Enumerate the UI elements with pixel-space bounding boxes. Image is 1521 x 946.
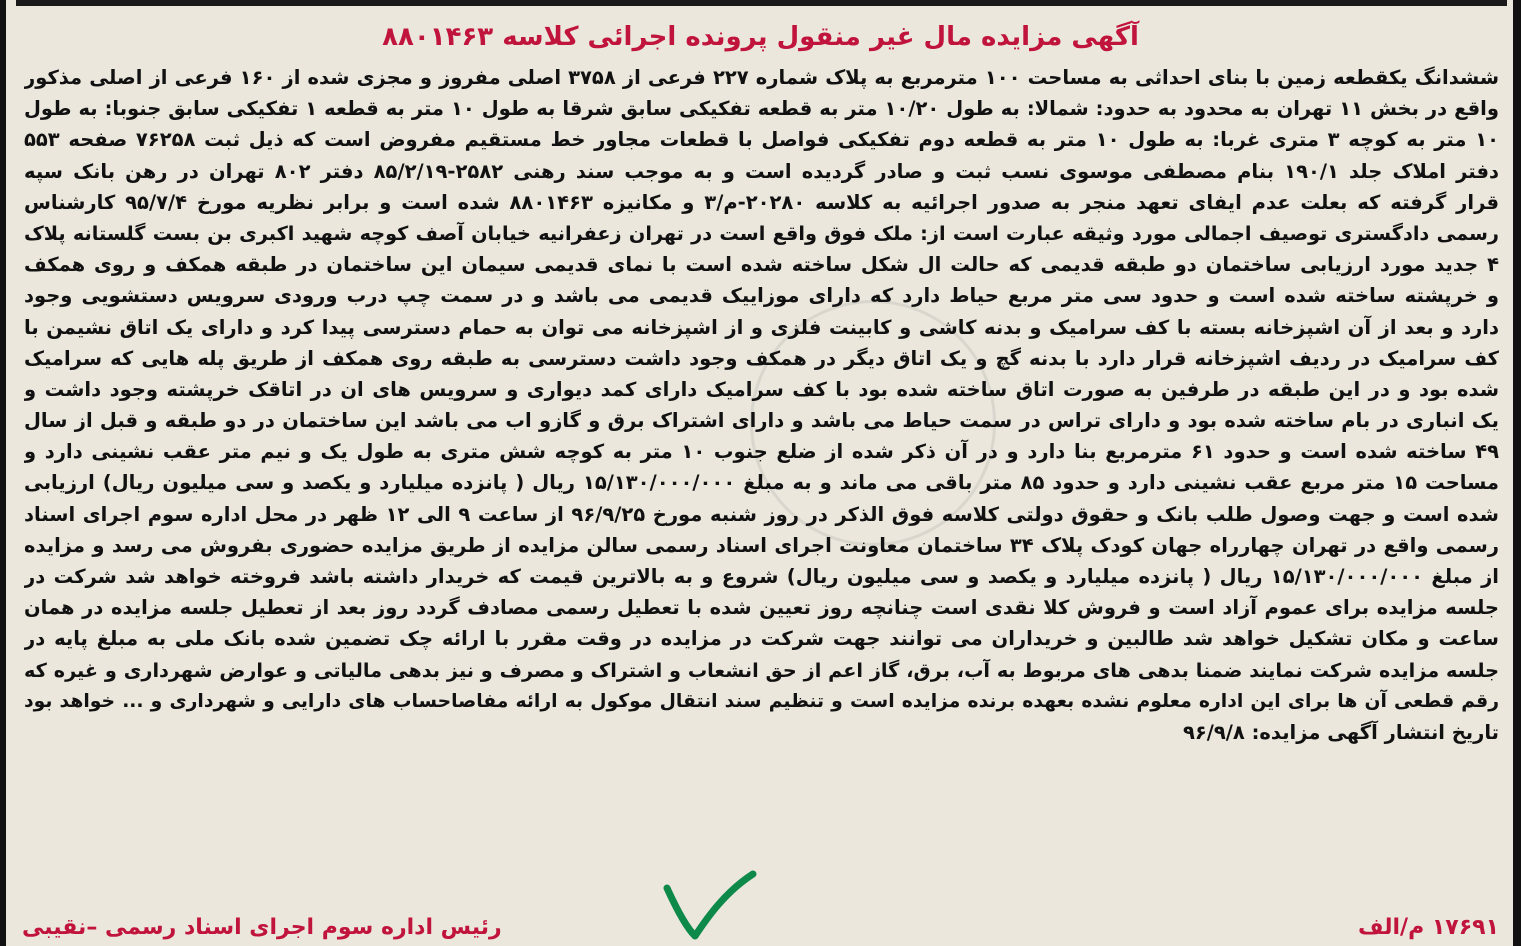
notice-body xyxy=(24,62,1499,748)
left-border xyxy=(0,0,16,946)
notice-footer xyxy=(22,902,1499,946)
notice-line: شده است و جهت وصول طلب بانک و حقوق دولتی کلاسه فوق الذکر در روز شنبه مورخ ۹۶/۹/۲۵ از ساعت ۹ الی ۱۲ ظهر در محل اداره سوم اجرای اسناد xyxy=(24,502,1499,526)
top-border xyxy=(0,0,1521,6)
notice-line: رسمی واقع در تهران چهارراه جهان کودک پلاک ۳۴ ساختمان معاونت اجرای اسناد رسمی سالن مزایده از طریق مزایده حضوری بفروش می رسد و مزایده xyxy=(24,533,1499,557)
notice-line: جلسه مزایده برای عموم آزاد است و فروش کلا نقدی است چنانچه روز تعیین شده با تعطیل رسمی مصادف گردد روز بعد از تعطیل جلسه مزایده در همان xyxy=(24,596,1499,620)
notice-line: دارد و بعد از آن اشپزخانه بسته با کف سرامیک و بدنه کاشی و کابینت فلزی و از اشپزخانه می توان به حمام دسترسی پیدا کرد و دارای یک اتاق نشیمن با xyxy=(24,315,1499,339)
publication-date-line: تاریخ انتشار آگهی مزایده: ۹۶/۹/۸ xyxy=(1182,720,1499,744)
signatory-name: رئیس اداره سوم اجرای اسناد رسمی –نقیبی xyxy=(22,915,502,940)
notice-line: رسمی دادگستری توصیف اجمالی مورد وثیقه عبارت است از: ملک فوق واقع است در تهران زعفرانیه خیابان آصف کوچه شهید اکبری بن بست گلستانه پلاک xyxy=(24,221,1499,245)
notice-line: ۱۰ متر به کوچه ۳ متری غربا: به طول ۱۰ متر به قطعه دوم تفکیکی فواصل با قطعات مجاور خط مستقیم مفروض است که ذیل ثبت ۷۶۲۵۸ صفحه ۵۵۳ xyxy=(24,128,1499,152)
notice-line: ۴۹ ساخته شده است و حدود ۶۱ مترمربع بنا دارد و در آن ذکر شده از ضلع جنوب ۱۰ متر به کوچه شش متری به طول یک و نیم متر عقب نشینی دارد و xyxy=(24,440,1499,464)
notice-title: آگهی مزایده مال غیر منقول پرونده اجرائی کلاسه ۸۸۰۱۴۶۳ xyxy=(382,22,1139,52)
notice-line: و خرپشته ساخته شده است و حدود سی متر مربع حیاط دارد که دارای موزاییک قدیمی می باشد و در سمت چپ درب ورودی سرویس دستشویی وجود xyxy=(24,284,1499,308)
reference-number: ۱۷۶۹۱ م/الف xyxy=(1358,915,1499,940)
notice-line: جلسه مزایده شرکت نمایند ضمنا بدهی های مربوط به آب، برق، گاز اعم از حق انشعاب و اشتراک و مصرف و نیز بدهی مالیاتی و عوارض شهرداری و غیره که xyxy=(24,658,1499,682)
notice-line: از مبلغ ۱۵/۱۳۰/۰۰۰/۰۰۰ ریال ( پانزده میلیارد و یکصد و سی میلیون ریال) شروع و به بالاترین قیمت که خریدار داشته باشد فروخته خواهد شد شرکت در xyxy=(24,565,1499,588)
notice-line: ۴ جدید مورد ارزیابی ساختمان دو طبقه قدیمی که حالت ال شکل ساخته شده است با نمای قدیمی سیمان این ساختمان در طبقه همکف و روی همکف xyxy=(24,253,1499,277)
notice-line: کف سرامیک در ردیف اشپزخانه قرار دارد با بدنه گچ و یک اتاق دیگر در همکف وجود داشت دسترسی به طبقه روی همکف از طریق پله هایی که سرامیک xyxy=(24,346,1499,370)
notice-line: ششدانگ یکقطعه زمین با بنای احداثی به مساحت ۱۰۰ مترمربع به پلاک شماره ۲۲۷ فرعی از ۳۷۵۸ اصلی مفروز و مجزی شده از ۱۶۰ فرعی از اصلی مذکور xyxy=(24,66,1499,89)
notice-line: رقم قطعی آن ها برای این اداره معلوم نشده بعهده برنده مزایده است و تنظیم سند انتقال موکول به ارائه مفاصاحساب های دارایی و شهرداری و ... خواهد بود xyxy=(24,690,1499,712)
notice-line: مساحت ۱۵ متر مربع عقب نشینی دارد و حدود ۸۵ متر باقی می ماند و به مبلغ ۱۵/۱۳۰/۰۰۰/۰۰۰ ریال ( پانزده میلیارد و یکصد و سی میلیون ریال) ارزیابی xyxy=(24,471,1499,495)
notice-line: واقع در بخش ۱۱ تهران به محدود به حدود: شمالا: به طول ۱۰/۲۰ متر به قطعه تفکیکی سابق شرقا به طول ۱۰ متر به قطعه ۱ تفکیکی سابق جنوبا: به طول xyxy=(24,97,1499,121)
notice-line: یک انباری در بام ساخته شده بود و دارای تراس در سمت حیاط می باشد و دارای اشتراک برق و گازو اب می باشد این ساختمان در دو طبقه و قبل از سال xyxy=(24,409,1499,433)
notice-line: شده بود و در این طبقه در طرفین به صورت اتاق ساخته شده بود با کف سرامیک دارای کمد دیواری و سرویس های ان در اتاقک خرپشته وجود داشت و xyxy=(24,377,1499,401)
right-border xyxy=(1507,0,1521,946)
notice-line: قرار گرفته که بعلت عدم ایفای تعهد منجر به صدور اجرائیه به کلاسه ۲۰۲۸۰-م/۳ و مکانیزه ۸۸۰۱۴۶۳ شده است و برابر نظریه مورخ ۹۵/۷/۴ کارشناس xyxy=(24,190,1499,214)
notice-line: ساعت و مکان تشکیل خواهد شد طالبین و خریداران می توانند جهت شرکت در مزایده در وقت مقرر با ارائه چک تضمین شده بانک ملی به مبلغ پایه در xyxy=(24,627,1499,651)
notice-line: دفتر املاک جلد ۱۹۰/۱ بنام مصطفی موسوی نسب ثبت و صادر گردیده است و به موجب سند رهنی ۲۵۸۲-۸۵/۲/۱۹ دفتر ۸۰۲ تهران در رهن بانک سپه xyxy=(24,159,1499,183)
